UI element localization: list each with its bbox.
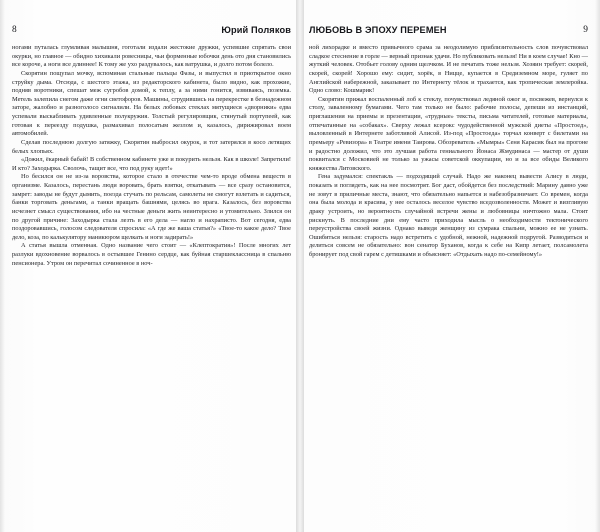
paragraph: Скорятин пощупал мочку, вспоминая стальные пальцы Фазы, и выпустил в приоткрытое окно струйку дыма. Отсюда, с шестого этажа, из редакторского кабинета, было видно, как прохожие, подняв воротники, спешат меж сугробов домой, к теплу, а за ними гонится, извиваясь, поземка. Метель залепила снегом даже огни светофоров. Машины, сгрудившись на перекрестке в безнадежном заторе, жалобно и разноголосо сигналили. На белых лобовых стеклах мятущиеся «дворники» едва успевали выскабливать удивленные полукружия. Толстый регулировщик, стянутый портупеей, как готовая к переезду подушка, размахивал полосатым жезлом и, казалось, дирижировал воем автомобилей. — [12, 69, 291, 138]
right-running-head-title: ЛЮБОВЬ В ЭПОХУ ПЕРЕМЕН — [309, 25, 447, 35]
paragraph: ной лихорадке и вместо привычного срама за неодолимую приблизительность слов почувствовал сладкое стеснение в горле — верный признак удачи. Но публиковать нельзя! Ни в коем случае! Кно — жуткий человек. Отобьет голову одним щелчком. И не печатать тоже нельзя. Хозяин требует: скорей, скорей, скорей! Хорошо ему: сидит, хорёк, в Ницце, купается в Средиземном море, гуляет по Английской набережной, заказывает по Интернету тёлок и трахается, как тропическая землеройка. Одно слово: Кошмарик! — [309, 44, 588, 95]
left-running-head — [12, 0, 291, 44]
paragraph: «Дожил, ёкарный бабай! В собственном кабинете уже и покурить нельзя. Как в школе! Запретили! И кто? Заходырка. Сволочь, тащит все, что под руку идет!» — [12, 156, 291, 172]
paragraph: ногами путалась глумливая малышня, гоготали издали жестокие дружки, успевшие спрятать свои окурки, но главное — обидно хихикали ровесницы, чьи форменные юбочки день ото дня становились все короче, а ноги все длиннее! К тому же ухо раздувалось, как ватрушка, и долго потом болело. — [12, 44, 291, 69]
paragraph: Скорятин прижал воспаленный лоб к стеклу, почувствовал ледяной ожог и, посвежев, вернулся к столу, заваленному бумагами. Чего там только не было: рабочие полосы, депеши из инстанций, приглашения на приемы и презентации, «трудные» тексты, письма читателей, готовые материалы, отпечатанные на «собаках». Сверху лежал ксерокс чудодейственной мужской диеты «Простоед», выловленный в Интернете заботливой Алисой. Из-под «Простоеда» торчал конверт с билетами на премьеру «Ревизора» в Театре имени Таирова. Обозреватель «Мымры» Сеня Карасик был на прогоне и радостно доложил, что это лучшая работа гениального Йонаса Жмудинаса — мастер от души поквитался с Московией не только за ужасы советской оккупации, но и за все обиды Великого княжества Литовского. — [309, 95, 588, 172]
right-page-body — [309, 44, 588, 260]
right-running-head — [309, 0, 588, 44]
left-page-body — [12, 44, 291, 268]
right-book-page — [300, 0, 600, 532]
left-page-number: 8 — [12, 25, 17, 35]
paragraph: А статья вышла отменная. Одно название чего стоит — «Клептократия»! После многих лет разлуки вдохновение ворвалось в остывшее Генино сердце, как буйная старшеклассница в спальню пенсионера. Утром он перечитал сочиненное в ноч- — [12, 242, 291, 267]
left-running-head-author: Юрий Поляков — [221, 25, 291, 35]
paragraph: Гена задумался: спектакль — подходящий случай. Надо же наконец вывести Алису в люди, показать и поглядеть, как на нее посмотрят. Бог даст, обойдется без последствий: Марину давно уже не зовут в приличные места, знают, что обязательно напьется и набезобразничает. Со времен, когда она была молода и красива, у нее осталось веселое чувство вседозволенности. Может и визгливую драку устроить, но вероятность случайной встречи жены и любовницы ничтожно мала. Стоит рискнуть. В последние дни ему часто приходила мысль о необходимости тектонического переустройства своей жизни. Однако выведя женщину из сумрака спальни, можно ее не узнать. Ошибиться нельзя: старость надо встретить с удобной, нежной, надежной подругой. Разводиться и делиться совсем не обязательно: вон сенатор Буханов, когда к себе на Кипр летает, полсамолета бронирует под свой гарем с детишками и объясняет: «Отдыхать надо по-семейному!» — [309, 173, 588, 258]
right-page-number: 9 — [583, 25, 588, 35]
paragraph: Сделав последнюю долгую затяжку, Скорятин выбросил окурок, и тот затерялся в косо летящих белых хлопьях. — [12, 138, 291, 155]
paragraph: Но бесился он не из-за воровства, которое стало в отечестве чем-то вроде обмена веществ в организме. Казалось, перестань люди воровать, брать взятки, откатывать — все сразу остановится, замрет: заводы не будут дымить, поезда стучать по рельсам, самолеты не смогут взлетать и садиться, банки торговать деньгами, а танки вращать башнями, целясь во врага. Казалось, без воровства исчезнет смысл существования, ибо на честные деньги жить неинтересно и утомительно. Злился он по другой причине: Заходырка стала лезть в его дела — нагло и нахраписто. Вот сегодня, едва поздоровавшись, голосом следователя спросила: «А где же ваша статья?» «Твое-то какое дело? Твое дело, коза, по калькулятору маникюром щелкать и ноги задирать!» — [12, 173, 291, 241]
